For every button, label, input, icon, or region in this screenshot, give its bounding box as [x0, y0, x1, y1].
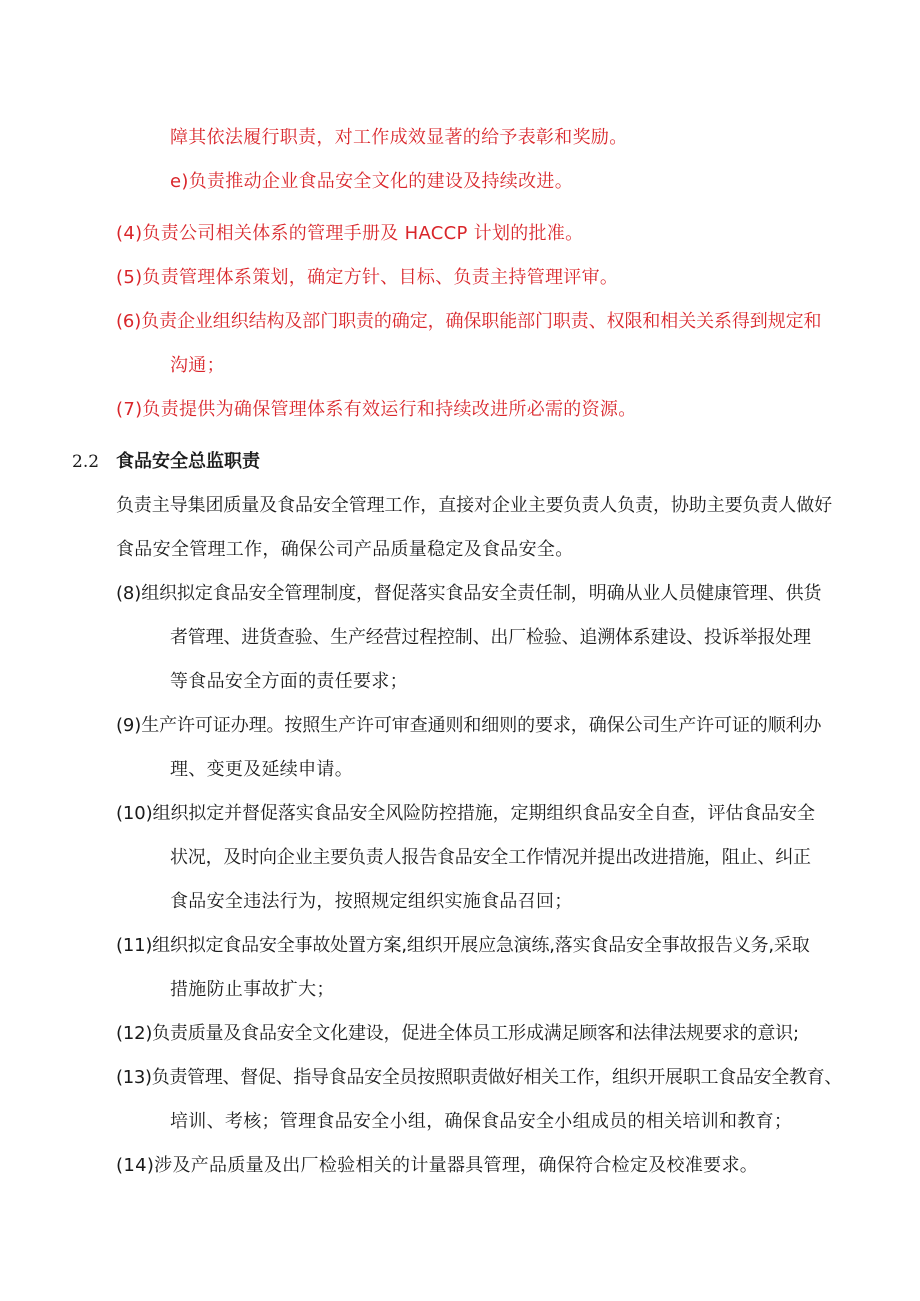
- item-9-line-1: (9)生产许可证办理。按照生产许可审查通则和细则的要求，确保公司生产许可证的顺利办: [116, 715, 822, 736]
- item-8-line-1: (8)组织拟定食品安全管理制度，督促落实食品安全责任制，明确从业人员健康管理、供货: [116, 583, 822, 604]
- red-item-e: e)负责推动企业食品安全文化的建设及持续改进。: [170, 171, 573, 192]
- item-11-line-2: 措施防止事故扩大；: [170, 979, 335, 1000]
- section-number: 2.2: [72, 452, 100, 472]
- item-9-line-2: 理、变更及延续申请。: [170, 759, 353, 780]
- red-item-6-line-2: 沟通；: [170, 355, 225, 376]
- item-8-line-2: 者管理、进货查验、生产经营过程控制、出厂检验、追溯体系建设、投诉举报处理: [170, 627, 811, 648]
- item-13-line-1: (13)负责管理、督促、指导食品安全员按照职责做好相关工作，组织开展职工食品安全教育、: [116, 1067, 843, 1088]
- red-block-line-1: 障其依法履行职责，对工作成效显著的给予表彰和奖励。: [170, 127, 628, 148]
- item-14: (14)涉及产品质量及出厂检验相关的计量器具管理，确保符合检定及校准要求。: [116, 1155, 759, 1176]
- item-10-line-1: (10)组织拟定并督促落实食品安全风险防控措施，定期组织食品安全自查，评估食品安全: [116, 803, 815, 824]
- section-title: 食品安全总监职责: [116, 451, 260, 472]
- item-10-line-2: 状况，及时向企业主要负责人报告食品安全工作情况并提出改进措施，阻止、纠正: [170, 847, 811, 868]
- section-intro-line-1: 负责主导集团质量及食品安全管理工作，直接对企业主要负责人负责，协助主要负责人做好: [116, 495, 832, 516]
- red-item-7: (7)负责提供为确保管理体系有效运行和持续改进所必需的资源。: [116, 399, 637, 420]
- red-item-5: (5)负责管理体系策划，确定方针、目标、负责主持管理评审。: [116, 267, 619, 288]
- item-12: (12)负责质量及食品安全文化建设，促进全体员工形成满足顾客和法律法规要求的意识;: [116, 1023, 799, 1044]
- item-11-line-1: (11)组织拟定食品安全事故处置方案,组织开展应急演练,落实食品安全事故报告义务,采取: [116, 935, 810, 956]
- item-13-line-2: 培训、考核；管理食品安全小组，确保食品安全小组成员的相关培训和教育；: [170, 1111, 793, 1132]
- section-intro-line-2: 食品安全管理工作，确保公司产品质量稳定及食品安全。: [116, 539, 574, 560]
- item-10-line-3: 食品安全违法行为，按照规定组织实施食品召回；: [170, 891, 573, 912]
- red-item-4: (4)负责公司相关体系的管理手册及 HACCP 计划的批准。: [116, 223, 584, 244]
- red-item-6-line-1: (6)负责企业组织结构及部门职责的确定，确保职能部门职责、权限和相关关系得到规定和: [116, 311, 822, 332]
- item-8-line-3: 等食品安全方面的责任要求；: [170, 671, 408, 692]
